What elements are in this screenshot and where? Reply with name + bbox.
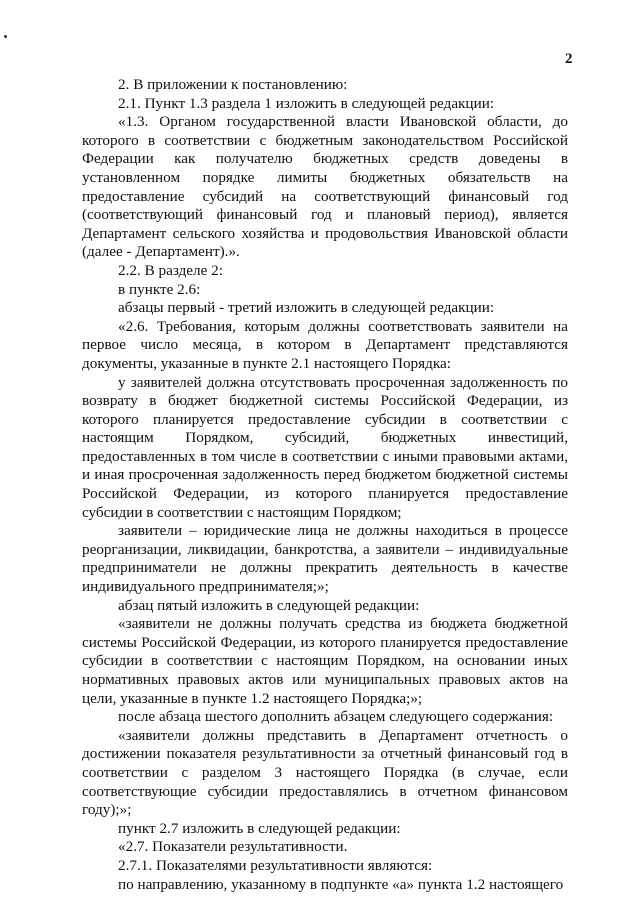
document-body [82,76,568,894]
paragraph: 2.2. В разделе 2: [118,261,223,279]
paragraph: 2. В приложении к постановлению: [118,76,348,93]
paragraph: пункт 2.7 изложить в следующей редакции: [118,819,401,837]
paragraph: «заявители должны представить в Департамент отчетность о достижении показателя результативности за отчетный финансовый год в соответствии с разделом 3 настоящего Порядка (в случае, если соответствующие субсидии предоставлялись в отчетном финансовом году);»; [82,726,568,819]
paragraph: «2.7. Показатели результативности. [118,838,348,856]
paragraph: 2.7.1. Показателями результативности являются: [118,856,433,874]
paragraph: по направлению, указанному в подпункте «а» пункта 1.2 настоящего [118,875,564,893]
paragraph: в пункте 2.6: [118,280,201,298]
paragraph: заявители – юридические лица не должны находиться в процессе реорганизации, ликвидации, банкротства, а заявители – индивидуальные предприниматели не должны прекратить деятельность в качестве индивидуального предпринимателя;»; [82,522,568,596]
paragraph: у заявителей должна отсутствовать просроченная задолженность по возврату в бюджет бюджетной системы Российской Федерации, из которого планируется предоставление субсидии в соответствии с настоящим Порядком, субсидий, бюджетных инвестиций, предоставленных в том числе в соответствии с иными правовыми актами, и иная просроченная задолженность перед бюджетом бюджетной системы Российской Федерации, из которого планируется предоставление субсидии в соответствии с настоящим Порядком; [82,373,568,521]
paragraph: «1.3. Органом государственной власти Ивановской области, до которого в соответствии с бюджетным законодательством Российской Федерации как получателю бюджетных средств доведены в установленном порядке лимиты бюджетных обязательств на предоставление субсидий на соответствующий финансовый год (соответствующий финансовый год и плановый период), является Департамент сельского хозяйства и продовольствия Ивановской области (далее - Департамент).». [82,113,568,261]
paragraph: «2.6. Требования, которым должны соответствовать заявители на первое число месяца, в котором в Департамент представляются документы, указанные в пункте 2.1 настоящего Порядка: [82,317,568,372]
paragraph: 2.1. Пункт 1.3 раздела 1 изложить в следующей редакции: [118,94,495,112]
paragraph: после абзаца шестого дополнить абзацем следующего содержания: [118,708,554,726]
page-number: 2 [565,51,573,67]
paragraph: абзац пятый изложить в следующей редакции: [118,596,420,614]
paragraph: абзацы первый - третий изложить в следующей редакции: [118,299,495,317]
paragraph: «заявители не должны получать средства из бюджета бюджетной системы Российской Федерации, из которого планируется предоставление субсидии в соответствии с настоящим Порядком, на основании иных нормативных правовых актов или муниципальных правовых актов на цели, указанные в пункте 1.2 настоящего Порядка;»; [82,615,568,707]
scan-speck [4,35,7,38]
